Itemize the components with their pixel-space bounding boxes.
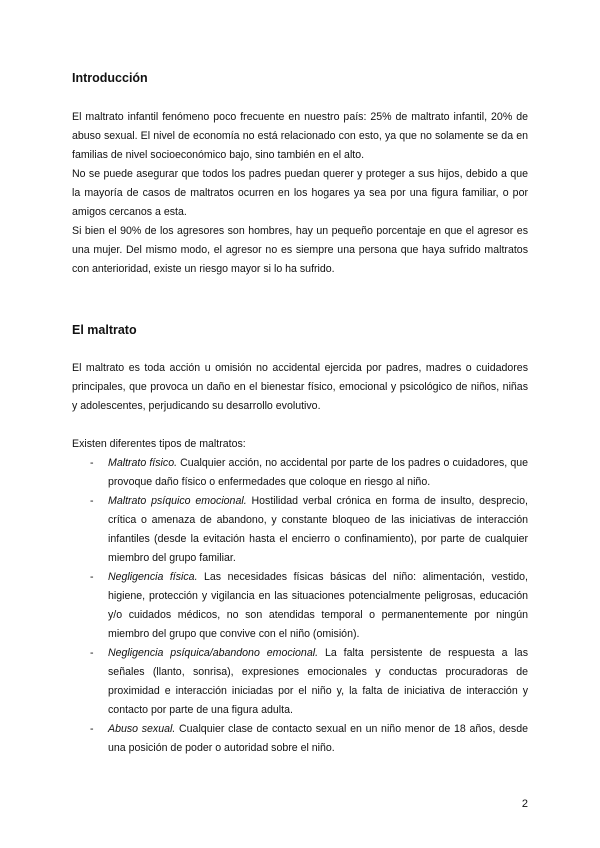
intro-paragraph-3: Si bien el 90% de los agresores son hombres, hay un pequeño porcentaje en que el agresor es una mujer. Del mismo modo, el agresor no es siempre una persona que haya sufrido maltratos con anterioridad, existe un riesgo mayor si lo ha sufrido. — [72, 225, 528, 275]
maltrato-types-list — [90, 454, 528, 758]
type-description: Cualquier clase de contacto sexual en un niño menor de 18 años, desde una posición de poder o autoridad sobre el niño. — [108, 723, 528, 754]
list-dash: - — [90, 571, 94, 583]
list-dash: - — [90, 647, 94, 659]
list-item — [90, 720, 528, 758]
maltrato-definition-paragraph: El maltrato es toda acción u omisión no accidental ejercida por padres, madres o cuidadores principales, que provoca un daño en el bienestar físico, emocional y psicológico de niños, niñas y adolescentes, perjudicando su desarrollo evolutivo. — [72, 362, 528, 412]
list-item — [90, 454, 528, 492]
list-dash: - — [90, 495, 94, 507]
type-description: Las necesidades físicas básicas del niño: alimentación, vestido, higiene, protección y vigilancia en las situaciones potencialmente peligrosas, educación y/o cuidados médicos, no son atendidas temporal o permanentemente por ningún miembro del grupo que convive con el niño (omisión). — [108, 571, 528, 640]
list-item — [90, 644, 528, 720]
list-dash: - — [90, 457, 94, 469]
intro-paragraph-2: No se puede asegurar que todos los padres puedan querer y proteger a sus hijos, debido a que la mayoría de casos de maltratos ocurren en los hogares ya sea por una figura familiar, o por amigos cercanos a esta. — [72, 168, 528, 218]
page-number: 2 — [521, 798, 528, 810]
intro-paragraph-1: El maltrato infantil fenómeno poco frecuente en nuestro país: 25% de maltrato infantil, 20% de abuso sexual. El nivel de economía no está relacionado con esto, ya que no solamente se da en familias de nivel socioeconómico bajo, sino también en el alto. — [72, 111, 528, 161]
list-dash: - — [90, 723, 94, 735]
types-intro-paragraph: Existen diferentes tipos de maltratos: — [72, 438, 246, 450]
type-term: Maltrato físico. — [108, 457, 178, 469]
section-heading-introduccion: Introducción — [72, 71, 148, 85]
type-term: Abuso sexual. — [108, 723, 176, 735]
type-term: Negligencia psíquica/abandono emocional. — [108, 647, 319, 659]
type-term: Negligencia física. — [108, 571, 198, 583]
type-description: Cualquier acción, no accidental por parte de los padres o cuidadores, que provoque daño físico o enfermedades que coloque en riesgo al niño. — [108, 457, 528, 488]
type-description: Hostilidad verbal crónica en forma de insulto, desprecio, crítica o amenaza de abandono, y constante bloqueo de las iniciativas de interacción infantiles (desde la evitación hasta el encierro o confinamiento), por parte de cualquier miembro del grupo familiar. — [108, 495, 528, 564]
section-heading-el-maltrato: El maltrato — [72, 323, 137, 337]
type-term: Maltrato psíquico emocional. — [108, 495, 247, 507]
type-description: La falta persistente de respuesta a las señales (llanto, sonrisa), expresiones emocionales y conductas procuradoras de proximidad e interacción iniciadas por el niño y, la falta de iniciativa de interacción y contacto por parte de una figura adulta. — [108, 647, 528, 716]
list-item — [90, 568, 528, 644]
list-item — [90, 492, 528, 568]
